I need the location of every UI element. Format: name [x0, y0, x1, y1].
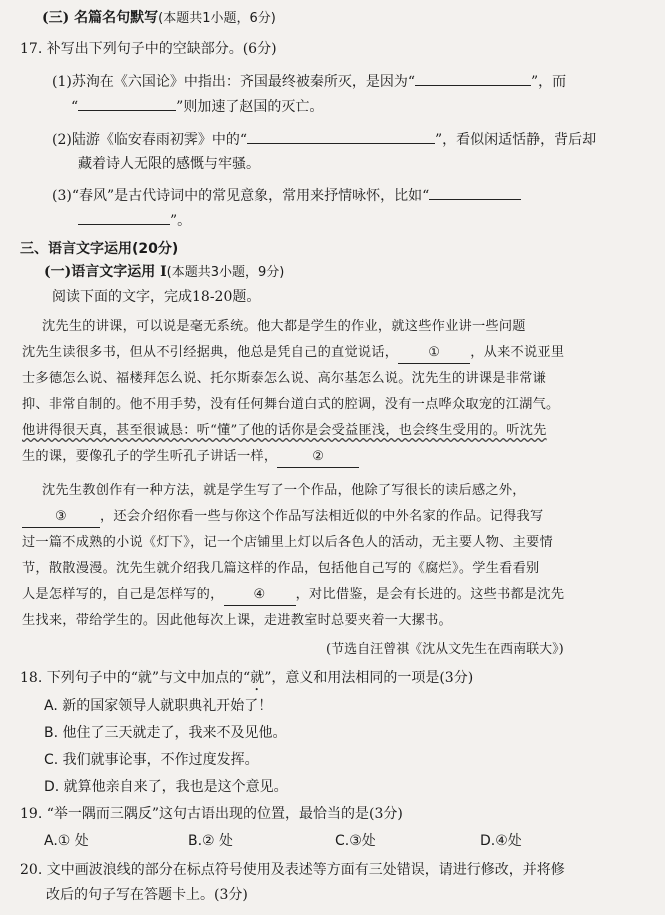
q17-s1-line2: [71, 96, 323, 117]
q19-stem: 19. “举一隅而三隅反”这句古语出现的位置，最恰当的是(3分): [20, 806, 403, 822]
q17-s1-text-c: “: [71, 99, 79, 115]
passage-line-7: [42, 481, 526, 501]
passage-wavy-text: 他讲得很天真，甚至很诚恳：听“懂”了他的话你是会受益匪浅，也会终生受用的。听沈先: [22, 423, 547, 438]
q17-title: 17. 补写出下列句子中的空缺部分。(6分): [20, 41, 277, 57]
q17-s2-text-b: ”，看似闲适恬静，背后却: [435, 132, 597, 148]
q17-s2-text-a: (2)陆游《临安春雨初霁》中的“: [52, 132, 247, 148]
q18-stem-b: ”，意义和用法相同的一项是(3分): [264, 670, 474, 686]
q17-s3-blank-1[interactable]: [429, 185, 521, 200]
q17-s2-line1: [52, 129, 596, 150]
passage-blank-3[interactable]: ③: [22, 507, 100, 528]
part3-instruction: 阅读下面的文字，完成18-20题。: [52, 289, 261, 305]
passage-blank-1[interactable]: ①: [398, 343, 470, 364]
q17-s3-line2: [78, 210, 191, 231]
q18-option-a[interactable]: A. 新的国家领导人就职典礼开始了！: [44, 698, 273, 714]
part3-score: (20分): [132, 241, 179, 257]
q19-option-a[interactable]: A.① 处: [44, 833, 89, 849]
q17-s2-blank[interactable]: [247, 129, 435, 144]
passage-line-11: [22, 585, 564, 606]
passage-line-7-text: 沈先生教创作有一种方法，就是学生写了一个作品，他除了写很长的读后感之外，: [42, 483, 526, 498]
q18-option-c[interactable]: C. 我们就事论事，不作过度发挥。: [44, 752, 259, 768]
passage-blank-4[interactable]: ④: [224, 585, 296, 606]
q17-s3-blank-2[interactable]: [78, 210, 170, 225]
passage-line-2-b: ，从来不说亚里: [470, 345, 565, 360]
passage-line-10: 节，散散漫漫。沈先生就介绍我几篇这样的作品，包括他自己写的《腐烂》。学生看看别: [22, 561, 540, 576]
q17-s3-text-a: (3)“春风”是古代诗词中的常见意象，常用来抒情咏怀，比如“: [52, 188, 430, 204]
passage-line-11-a: 人是怎样写的，自己是怎样写的，: [22, 587, 224, 602]
q17-s2-line2: 藏着诗人无限的感慨与牢骚。: [78, 156, 260, 172]
passage-source: (节选自汪曾祺《沈从文先生在西南联大》): [326, 642, 564, 657]
q18-stem-a: 18. 下列句子中的“就”与文中加点的“: [20, 670, 251, 686]
q18-option-b[interactable]: B. 他住了三天就走了，我来不及见他。: [44, 725, 287, 741]
q18-option-d[interactable]: D. 就算他亲自来了，我也是这个意见。: [44, 779, 288, 795]
q17-s1-text-d: ”则加速了赵国的灭亡。: [176, 99, 324, 115]
section-title: (三) 名篇名句默写: [42, 10, 159, 26]
part3-sub-heading: [44, 262, 284, 283]
passage-line-8: [22, 507, 543, 528]
q18-dotted-char: 就: [250, 670, 265, 686]
passage-line-12: 生找来，带给学生的。因此他每次上课，走进教室时总要夹着一大摞书。: [22, 613, 452, 628]
passage-line-1: 沈先生的讲课，可以说是毫无系统。他大都是学生的作业，就这些作业讲一些问题: [42, 319, 526, 334]
q17-s3-text-b: ”。: [170, 213, 192, 229]
section-note: (本题共1小题，6分): [158, 11, 276, 26]
passage-line-5: [22, 421, 547, 441]
q18-stem: [20, 668, 473, 694]
q19-option-c[interactable]: C.③处: [335, 833, 376, 849]
part3-sub-note: (本题共3小题，9分): [166, 265, 285, 280]
part3-heading: [20, 239, 178, 259]
passage-line-9: 过一篇不成熟的小说《灯下》，记一个店铺里上灯以后各色人的活动，无主要人物、主要情: [22, 535, 553, 550]
passage-line-4: 抑、非常自制的。他不用手势，没有任何舞台道白式的腔调，没有一点哗众取宠的江湖气。: [22, 397, 560, 412]
passage-line-2-a: 沈先生读很多书，但从不引经据典，他总是凭自己的直觉说话，: [22, 345, 399, 360]
q17-s1-blank-1[interactable]: [415, 71, 531, 86]
q17-s1-line1: [52, 71, 566, 92]
part3-title: 三、语言文字运用: [20, 241, 132, 257]
passage-line-11-b: ，对比借鉴，是会有长进的。这些书都是沈先: [295, 587, 565, 602]
q17-s3-line1: [52, 185, 521, 206]
q20-line-2: 改后的句子写在答题卡上。(3分): [46, 887, 248, 903]
q17-s1-blank-2[interactable]: [78, 96, 176, 111]
passage-line-6-a: 生的课，要像孔子的学生听孔子讲话一样，: [22, 449, 278, 464]
passage-line-3: 士多德怎么说、福楼拜怎么说、托尔斯泰怎么说、高尔基怎么说。沈先生的讲课是非常谦: [22, 371, 547, 386]
q19-option-b[interactable]: B.② 处: [188, 833, 234, 849]
passage-line-8-b: ，还会介绍你看一些与你这个作品写法相近似的中外名家的作品。记得我写: [100, 509, 544, 524]
q17-s1-text-a: (1)苏洵在《六国论》中指出：齐国最终被秦所灭，是因为“: [52, 74, 415, 90]
passage-line-6: [22, 447, 359, 468]
q19-option-d[interactable]: D.④处: [480, 833, 522, 849]
part3-sub-title: (一)语言文字运用 I: [44, 264, 167, 280]
section-heading: [42, 8, 276, 29]
passage-blank-2[interactable]: ②: [277, 447, 359, 468]
q17-s1-text-b: ”，而: [531, 74, 567, 90]
passage-line-2: [22, 343, 564, 364]
q20-line-1: 20. 文中画波浪线的部分在标点符号使用及表述等方面有三处错误，请进行修改，并将修: [20, 862, 565, 878]
